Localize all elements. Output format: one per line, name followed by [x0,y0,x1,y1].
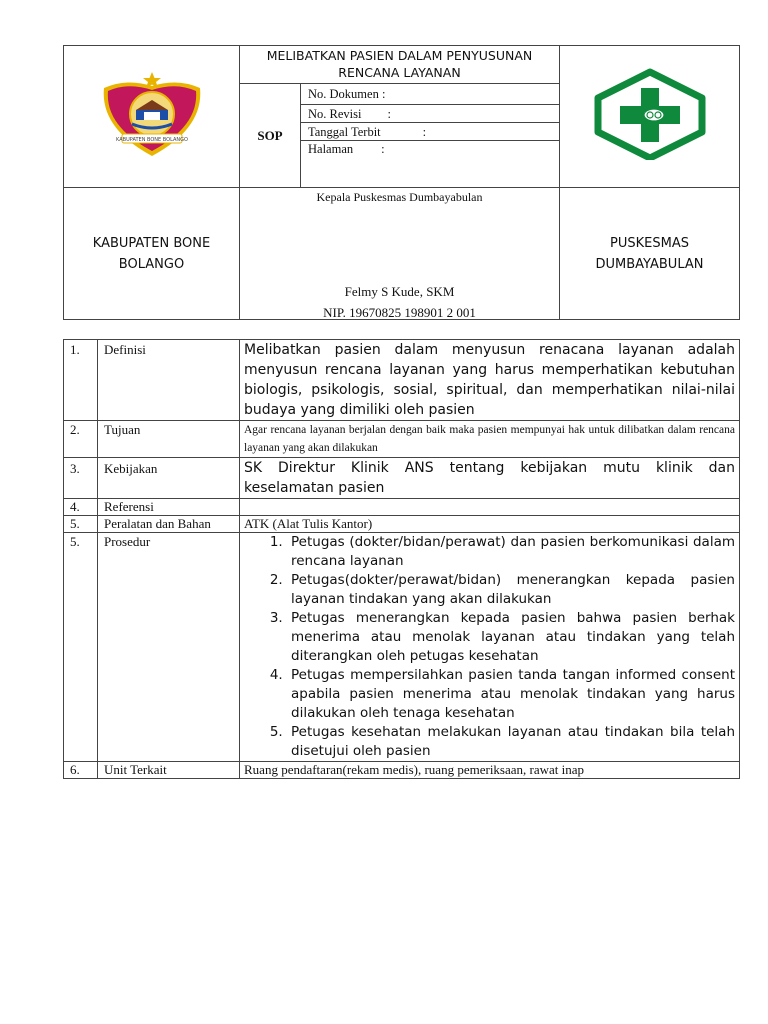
list-item: 4. Petugas mempersilahkan pasien tanda tangan informed consent apabila pasien menerima atau menolak tindakan yang harus dilakukan oleh tenaga kesehatan [287,666,735,723]
kebijakan-text: SK Direktur Klinik ANS tentang kebijakan mutu klinik dan keselamatan pasien [240,458,740,499]
unit-terkait-text: Ruang pendaftaran(rekam medis), ruang pemeriksaan, rawat inap [240,762,740,779]
row-number: 5. [64,516,98,533]
meta-separator: : [381,87,386,101]
row-label: Kebijakan [98,458,240,499]
table-row [64,340,740,421]
list-item: 3. Petugas menerangkan kepada pasien bahwa pasien berhak menerima atau menolak layanan atau tindakan yang telah diterangkan oleh petugas kesehatan [287,609,735,666]
sop-label: SOP [240,84,301,188]
meta-label: Halaman [308,142,354,156]
meta-tanggal-terbit [301,123,560,141]
left-logo-cell [64,46,240,188]
row-label: Tujuan [98,421,240,458]
table-row [64,458,740,499]
table-row [64,516,740,533]
kabupaten-name: KABUPATEN BONE BOLANGO [92,235,211,272]
right-org-name [560,188,740,320]
peralatan-text: ATK (Alat Tulis Kantor) [240,516,740,533]
signature-nip: NIP. 19670825 198901 2 001 [323,305,476,320]
meta-halaman [301,141,560,188]
row-label: Unit Terkait [98,762,240,779]
meta-label: Tanggal Terbit [308,124,381,139]
puskesmas-logo-icon [592,68,708,160]
table-row [64,499,740,516]
meta-separator: : [422,124,427,139]
definisi-text: Melibatkan pasien dalam menyusun renacana layanan adalah menyusun rencana layanan yang harus memperhatikan kebutuhan biologis, psikologis, sosial, spiritual, dan memperhatikan nilai-nilai budaya yang dimiliki oleh pasien [240,340,740,421]
row-label: Peralatan dan Bahan [98,516,240,533]
puskesmas-name: PUSKESMAS DUMBAYABULAN [595,235,704,272]
row-number: 2. [64,421,98,458]
meta-separator: : [381,142,385,156]
right-logo-cell [560,46,740,188]
row-label: Referensi [98,499,240,516]
sop-header-table [63,45,740,320]
list-item: 1. Petugas (dokter/bidan/perawat) dan pasien berkomunikasi dalam rencana layanan [287,533,735,571]
row-number: 6. [64,762,98,779]
prosedur-cell [240,533,740,762]
row-number: 5. [64,533,98,762]
meta-no-dokumen [301,84,560,105]
document-title: MELIBATKAN PASIEN DALAM PENYUSUNAN RENCANA LAYANAN [240,46,560,84]
row-label: Definisi [98,340,240,421]
meta-separator: : [387,106,391,121]
row-number: 1. [64,340,98,421]
meta-label: No. Dokumen [308,87,379,101]
table-row [64,421,740,458]
sop-content-table [63,339,740,779]
left-org-name [64,188,240,320]
signature-name: Felmy S Kude, SKM [344,284,455,299]
prosedur-steps [240,533,735,761]
meta-no-revisi [301,105,560,123]
list-item: 5. Petugas kesehatan melakukan layanan atau tindakan bila telah disetujui oleh pasien [287,723,735,761]
signature-block [240,188,560,320]
row-number: 3. [64,458,98,499]
table-row [64,762,740,779]
row-label: Prosedur [98,533,240,762]
referensi-text [240,499,740,516]
signature-title: Kepala Puskesmas Dumbayabulan [316,190,483,204]
bone-bolango-emblem-icon [96,68,208,160]
tujuan-text: Agar rencana layanan berjalan dengan baik maka pasien mempunyai hak untuk dilibatkan dalam rencana layanan yang akan dilakukan [240,421,740,458]
table-row [64,533,740,762]
emblem-ribbon-text: KABUPATEN BONE BOLANGO [115,137,188,143]
row-number: 4. [64,499,98,516]
list-item: 2. Petugas(dokter/perawat/bidan) menerangkan kepada pasien layanan tindakan yang akan dilakukan [287,571,735,609]
meta-label: No. Revisi [308,106,362,121]
